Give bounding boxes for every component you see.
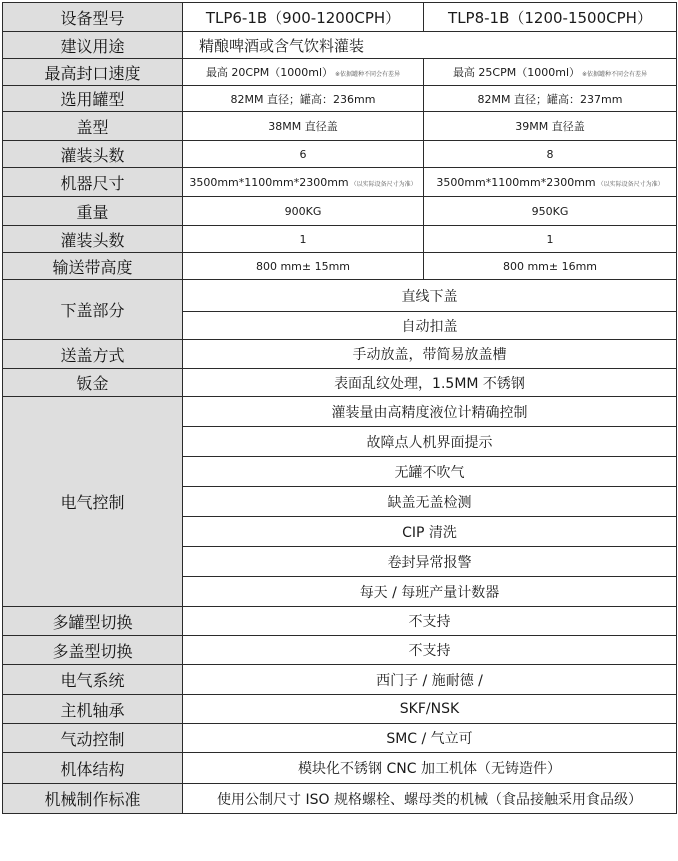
bearing-value: SKF/NSK	[183, 695, 677, 724]
row-label: 设备型号	[3, 3, 183, 32]
row-label: 重量	[3, 197, 183, 226]
can-a: 82MM 直径；罐高：236mm	[183, 86, 424, 112]
speed-a-text: 最高 20CPM（1000ml）	[205, 66, 334, 79]
speed-b	[424, 59, 677, 86]
pneumatic-value: SMC / 气立可	[183, 724, 677, 753]
size-b	[424, 168, 677, 197]
electric-item: 故障点人机界面提示	[183, 427, 677, 457]
lid-a: 38MM 直径盖	[183, 112, 424, 141]
table-row	[3, 59, 677, 86]
table-row	[3, 32, 677, 59]
row-label: 灌装头数	[3, 226, 183, 253]
weight-b: 950KG	[424, 197, 677, 226]
heads2-a: 1	[183, 226, 424, 253]
table-row	[3, 86, 677, 112]
usage-value: 精酿啤酒或含气饮料灌装	[183, 32, 677, 59]
row-label: 电气控制	[3, 397, 183, 607]
weight-a: 900KG	[183, 197, 424, 226]
heads-b: 8	[424, 141, 677, 168]
table-row	[3, 665, 677, 695]
belt-a: 800 mm± 15mm	[183, 253, 424, 280]
row-label: 钣金	[3, 369, 183, 397]
row-label: 气动控制	[3, 724, 183, 753]
table-row	[3, 636, 677, 665]
row-label: 电气系统	[3, 665, 183, 695]
row-label: 最高封口速度	[3, 59, 183, 86]
speed-b-text: 最高 25CPM（1000ml）	[452, 66, 581, 79]
table-row	[3, 607, 677, 636]
row-label: 选用罐型	[3, 86, 183, 112]
size-b-text: 3500mm*1100mm*2300mm	[436, 175, 596, 189]
structure-value: 模块化不锈钢 CNC 加工机体（无铸造件）	[183, 753, 677, 784]
table-row	[3, 197, 677, 226]
capping-item: 直线下盖	[183, 280, 677, 312]
speed-a-note: ※依据罐种不同会有差异	[335, 71, 401, 78]
size-a-text: 3500mm*1100mm*2300mm	[189, 175, 349, 189]
row-label: 建议用途	[3, 32, 183, 59]
feeding-value: 手动放盖，带简易放盖槽	[183, 340, 677, 369]
table-row	[3, 753, 677, 784]
belt-b: 800 mm± 16mm	[424, 253, 677, 280]
row-label: 输送带高度	[3, 253, 183, 280]
speed-b-note: ※依据罐种不同会有差异	[582, 71, 648, 78]
table-row	[3, 253, 677, 280]
elec-sys-value: 西门子 / 施耐德 /	[183, 665, 677, 695]
row-label: 机体结构	[3, 753, 183, 784]
lid-b: 39MM 直径盖	[424, 112, 677, 141]
standard-value: 使用公制尺寸 ISO 规格螺栓、螺母类的机械（食品接触采用食品级）	[183, 784, 677, 814]
heads2-b: 1	[424, 226, 677, 253]
model-b-header: TLP8-1B（1200-1500CPH）	[424, 3, 677, 32]
table-row	[3, 340, 677, 369]
electric-item: 无罐不吹气	[183, 457, 677, 487]
electric-item: 每天 / 每班产量计数器	[183, 577, 677, 607]
table-row	[3, 3, 677, 32]
table-row	[3, 226, 677, 253]
table-row	[3, 724, 677, 753]
speed-a	[183, 59, 424, 86]
row-label: 送盖方式	[3, 340, 183, 369]
sheet-value: 表面乱纹处理，1.5MM 不锈钢	[183, 369, 677, 397]
heads-a: 6	[183, 141, 424, 168]
spec-table	[2, 2, 677, 814]
electric-item: 灌装量由高精度液位计精确控制	[183, 397, 677, 427]
table-row	[3, 168, 677, 197]
row-label: 机器尺寸	[3, 168, 183, 197]
row-label: 盖型	[3, 112, 183, 141]
table-row	[3, 112, 677, 141]
table-row	[3, 141, 677, 168]
multi-can-value: 不支持	[183, 607, 677, 636]
table-row	[3, 369, 677, 397]
electric-item: CIP 清洗	[183, 517, 677, 547]
row-label: 主机轴承	[3, 695, 183, 724]
size-a-note: （以实际设备尺寸为准）	[350, 180, 417, 188]
table-row	[3, 695, 677, 724]
row-label: 多罐型切换	[3, 607, 183, 636]
can-b: 82MM 直径；罐高：237mm	[424, 86, 677, 112]
row-label: 灌装头数	[3, 141, 183, 168]
table-row	[3, 397, 677, 427]
row-label: 下盖部分	[3, 280, 183, 340]
electric-item: 卷封异常报警	[183, 547, 677, 577]
size-a	[183, 168, 424, 197]
row-label: 机械制作标准	[3, 784, 183, 814]
size-b-note: （以实际设备尺寸为准）	[597, 180, 664, 188]
electric-item: 缺盖无盖检测	[183, 487, 677, 517]
row-label: 多盖型切换	[3, 636, 183, 665]
table-row	[3, 784, 677, 814]
capping-item: 自动扣盖	[183, 312, 677, 340]
multi-lid-value: 不支持	[183, 636, 677, 665]
model-a-header: TLP6-1B（900-1200CPH）	[183, 3, 424, 32]
table-row	[3, 280, 677, 312]
